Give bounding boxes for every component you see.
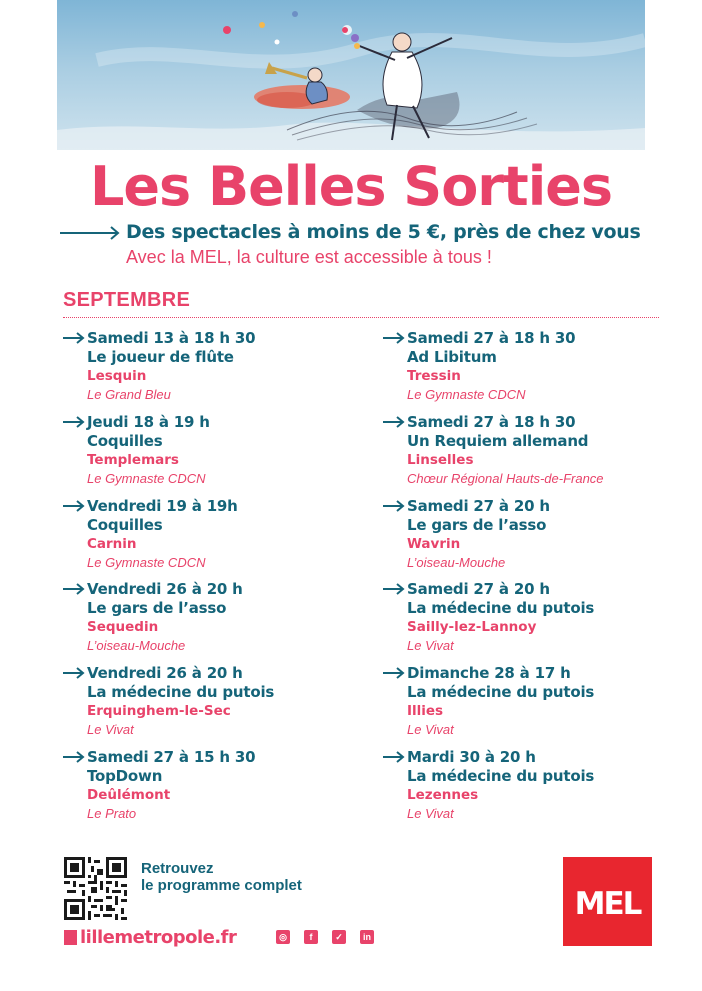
event-venue: Le Vivat [407, 638, 454, 654]
arrow-right-icon [383, 332, 405, 344]
event-venue: Le Vivat [87, 722, 134, 738]
month-divider [63, 317, 659, 318]
event-city: Deûlémont [87, 786, 171, 803]
tagline: Des spectacles à moins de 5 €, près de chez vous [126, 221, 641, 243]
event-venue: Le Gymnaste CDCN [87, 554, 206, 570]
event-show: Coquilles [87, 515, 163, 534]
event-date: Jeudi 18 à 19 h [87, 412, 210, 431]
arrow-right-icon [60, 226, 122, 240]
facebook-icon[interactable]: f [304, 930, 318, 944]
event-item [63, 748, 363, 832]
event-city: Sailly-lez-Lannoy [407, 619, 537, 636]
mel-logo [563, 857, 652, 946]
event-item [63, 664, 363, 748]
event-show: Le gars de l’asso [87, 599, 227, 618]
event-venue: L’oiseau-Mouche [87, 638, 186, 654]
event-date: Vendredi 19 à 19h [87, 496, 238, 515]
event-venue: Le Vivat [407, 805, 454, 821]
event-venue: Chœur Régional Hauts-de-France [407, 470, 604, 486]
event-venue: L’oiseau-Mouche [407, 554, 506, 570]
event-item [383, 413, 683, 497]
month-heading: SEPTEMBRE [63, 289, 191, 311]
event-item [63, 580, 363, 664]
event-item [63, 413, 363, 497]
event-city: Wavrin [407, 535, 461, 552]
arrow-right-icon [383, 416, 405, 428]
arrow-right-icon [383, 500, 405, 512]
event-date: Samedi 27 à 20 h [407, 496, 550, 515]
event-item [383, 664, 683, 748]
event-date: Samedi 27 à 15 h 30 [87, 747, 256, 766]
event-date: Samedi 27 à 20 h [407, 580, 550, 599]
event-date: Vendredi 26 à 20 h [87, 580, 243, 599]
event-item [383, 580, 683, 664]
event-show: Le joueur de flûte [87, 348, 234, 366]
twitter-icon[interactable]: ✓ [332, 930, 346, 944]
event-show: Ad Libitum [407, 348, 497, 366]
event-show: Le gars de l’asso [407, 515, 547, 534]
square-bullet-icon [64, 930, 77, 945]
event-city: Illies [407, 703, 444, 720]
musicians-illustration [57, 0, 645, 150]
event-venue: Le Vivat [407, 722, 454, 738]
website-text: lillemetropole.fr [80, 927, 237, 948]
event-show: Coquilles [87, 431, 163, 450]
event-item [383, 497, 683, 581]
event-venue: Le Gymnaste CDCN [87, 470, 206, 486]
instagram-icon[interactable]: ◎ [276, 930, 290, 944]
event-item [63, 329, 363, 413]
event-city: Lesquin [87, 368, 147, 384]
linkedin-icon[interactable]: in [360, 930, 374, 944]
event-city: Sequedin [87, 619, 159, 636]
social-links [276, 930, 374, 944]
program-link[interactable] [141, 860, 302, 894]
program-link-line1: Retrouvez [141, 860, 214, 877]
arrow-right-icon [63, 667, 85, 679]
arrow-right-icon [383, 667, 405, 679]
header-illustration [57, 0, 645, 150]
events-column-left [63, 329, 363, 832]
event-date: Mardi 30 à 20 h [407, 747, 536, 766]
event-venue: Le Gymnaste CDCN [407, 387, 526, 402]
event-show: Un Requiem allemand [407, 431, 589, 450]
program-link-line2: le programme complet [141, 877, 302, 894]
arrow-right-icon [63, 416, 85, 428]
event-show: La médecine du putois [407, 766, 595, 785]
website-link[interactable] [64, 927, 236, 948]
arrow-right-icon [63, 332, 85, 344]
event-date: Samedi 13 à 18 h 30 [87, 329, 256, 347]
event-show: La médecine du putois [87, 683, 275, 702]
mel-logo-text: MEL [574, 886, 641, 922]
event-item [63, 497, 363, 581]
event-show: La médecine du putois [407, 683, 595, 702]
event-venue: Le Grand Bleu [87, 387, 171, 402]
event-date: Samedi 27 à 18 h 30 [407, 412, 576, 431]
page-title: Les Belles Sorties [89, 155, 613, 218]
event-date: Vendredi 26 à 20 h [87, 664, 243, 683]
event-city: Carnin [87, 535, 137, 552]
event-city: Lezennes [407, 786, 479, 803]
event-date: Dimanche 28 à 17 h [407, 664, 571, 683]
qr-code[interactable] [64, 857, 127, 920]
event-item [383, 329, 683, 413]
event-city: Erquinghem-le-Sec [87, 703, 231, 720]
event-show: La médecine du putois [407, 599, 595, 618]
arrow-right-icon [383, 583, 405, 595]
subtagline: Avec la MEL, la culture est accessible à tous ! [126, 247, 492, 267]
event-venue: Le Prato [87, 805, 137, 821]
event-date: Samedi 27 à 18 h 30 [407, 329, 576, 347]
event-city: Tressin [407, 368, 461, 384]
events-column-right [383, 329, 683, 832]
arrow-right-icon [63, 583, 85, 595]
event-item [383, 748, 683, 832]
arrow-right-icon [383, 751, 405, 763]
event-city: Templemars [87, 451, 179, 468]
event-show: TopDown [87, 766, 163, 785]
arrow-right-icon [63, 751, 85, 763]
event-city: Linselles [407, 451, 474, 468]
arrow-right-icon [63, 500, 85, 512]
